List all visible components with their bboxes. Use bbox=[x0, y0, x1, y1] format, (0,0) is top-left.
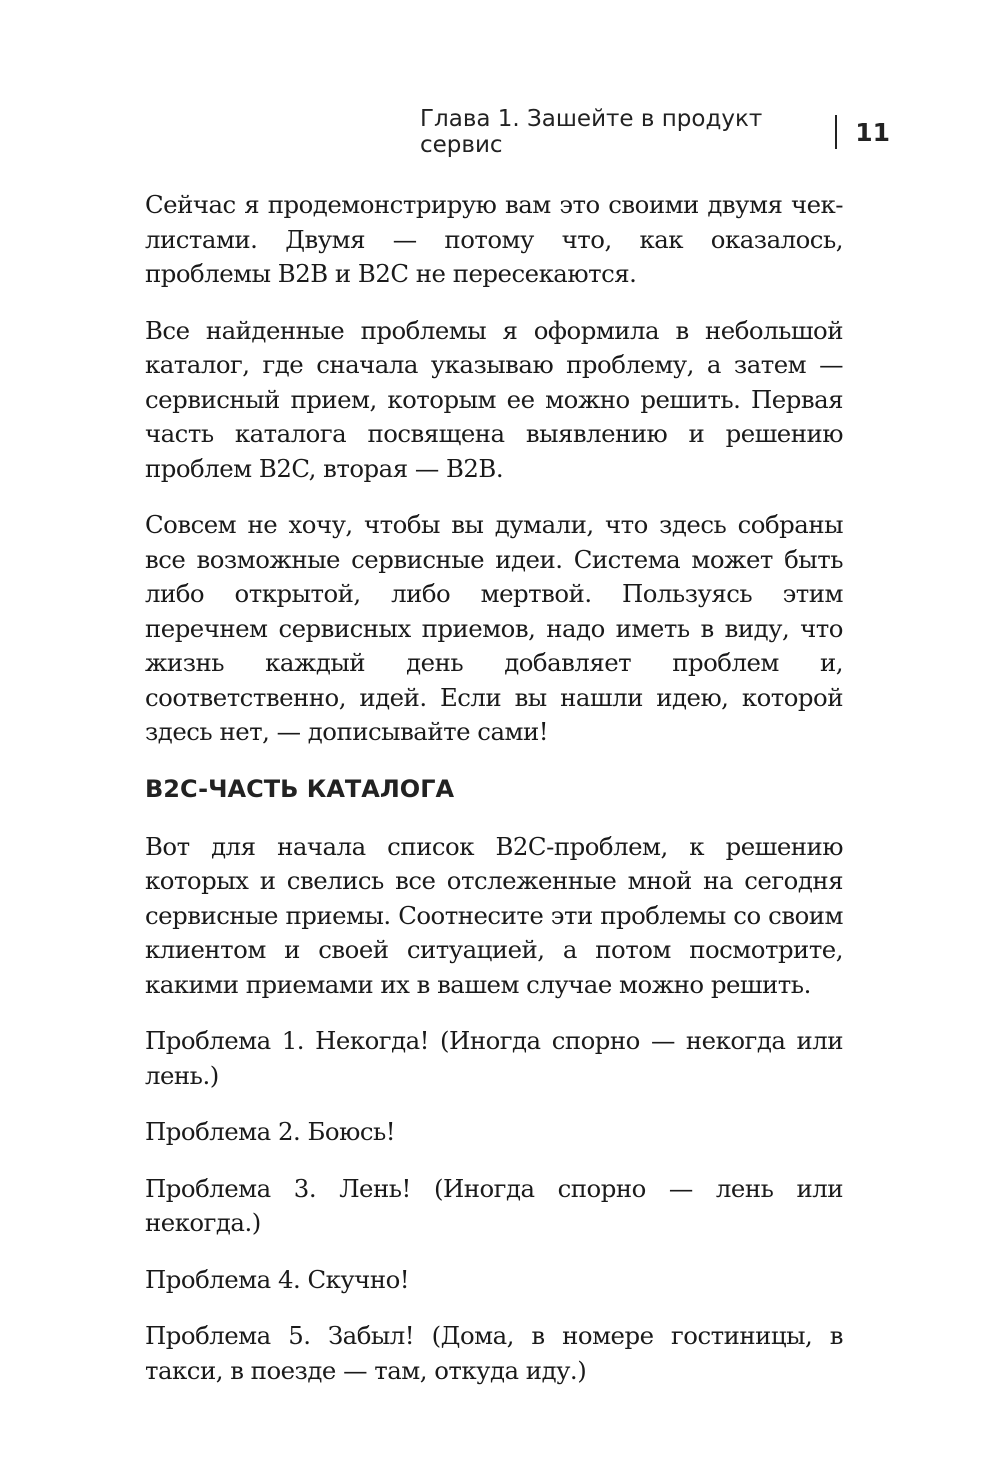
problem-item: Проблема 2. Боюсь! bbox=[145, 1117, 396, 1146]
problem-item: Проблема 1. Некогда! (Иногда спорно — некогда или лень.) bbox=[145, 1026, 843, 1090]
problem-item: Проблема 3. Лень! (Иногда спорно — лень или некогда.) bbox=[145, 1173, 843, 1237]
section-intro: Вот для начала список B2C-проблем, к решению которых и свелись все отслеженные мной на сегодня сервисные приемы. Соотнесите эти проблемы со своим клиентом и своей ситуацией, а потом посмотрите, какими приемами их в вашем случае можно решить. bbox=[145, 831, 843, 999]
problem-item: Проблема 5. Забыл! (Дома, в номере гостиницы, в такси, в поезде — там, откуда иду.) bbox=[145, 1321, 843, 1385]
running-header bbox=[420, 106, 890, 158]
problem-item: Проблема 4. Скучно! bbox=[145, 1264, 410, 1294]
paragraph-open-system: Совсем не хочу, чтобы вы думали, что здесь собраны все возможные сервисные идеи. Система может быть либо открытой, либо мертвой. Пользуясь этим перечнем сервисных приемов, надо иметь в виду, что жизнь каждый день добавляет проблем и, соответственно, идей. Если вы нашли идею, которой здесь нет, — дописывайте сами! bbox=[145, 510, 843, 746]
paragraph-catalog: Все найденные проблемы я оформила в небольшой каталог, где сначала указываю проблему, а затем — сервисный прием, которым ее можно решить. Первая часть каталога посвящена выявлению и решению проблем B2C, вторая — B2B. bbox=[145, 315, 843, 483]
header-divider bbox=[835, 115, 837, 149]
section-heading: B2C-ЧАСТЬ КАТАЛОГА bbox=[145, 774, 455, 803]
page-body bbox=[145, 188, 843, 1410]
page-number: 11 bbox=[855, 117, 890, 147]
paragraph-checklists: Сейчас я продемонстрирую вам это своими двумя чек-листами. Двумя — потому что, как оказалось, проблемы B2B и B2C не пересекаются. bbox=[145, 190, 843, 288]
chapter-title: Глава 1. Зашейте в продукт сервис bbox=[420, 106, 763, 158]
